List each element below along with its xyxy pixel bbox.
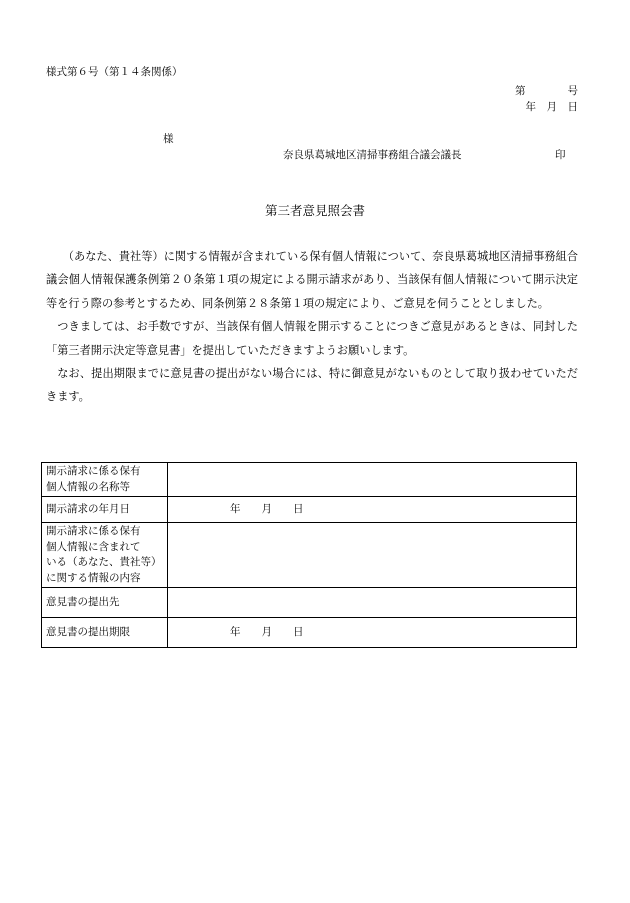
value-submit-to [168,588,577,618]
sender-name: 奈良県葛城地区清掃事務組合議会議長 [283,149,462,161]
value-deadline: 年 月 日 [168,618,577,648]
label-request-date [42,497,168,523]
document-title: 第三者意見照会書 [264,203,365,218]
value-info-content [168,523,577,588]
label-line: 意見書の提出先 [46,595,120,608]
label-line: 個人情報の名称等 [46,480,130,493]
seal-mark: 印 [555,149,566,161]
table-row-request-date [42,497,577,523]
label-submit-to [42,588,168,618]
table-row-deadline [42,618,577,648]
recipient-suffix: 様 [163,133,174,145]
label-line: 個人情報に含まれて [46,540,141,553]
table-row-record-name [42,463,577,497]
document-date: 年 月 日 [525,101,578,113]
label-line: 開示請求の年月日 [46,502,130,515]
label-info-content [42,523,168,588]
value-request-date: 年 月 日 [168,497,577,523]
label-line: いる（あなた、貴社等） [46,556,162,568]
label-line: 開示請求に係る保有 [46,465,141,477]
body-text [46,245,578,409]
body-paragraph-1: （あなた、貴社等）に関する情報が含まれている保有個人情報について、奈良県葛城地区清掃事務組合議会個人情報保護条例第２０条第１項の規定による開示請求があり、当該保有個人情報について開示決定等を行う際の参考とするため、同条例第２８条第１項の規定により、ご意見を伺うこととしました。 [46,250,578,310]
value-record-name [168,463,577,497]
document-number: 第 号 [515,85,578,97]
information-table [41,462,577,648]
label-record-name [42,463,168,497]
label-line: 開示請求に係る保有 [46,525,141,537]
table-row-info-content [42,523,577,588]
body-paragraph-2: つきましては、お手数ですが、当該保有個人情報を開示することにつきご意見があるときは、同封した「第三者開示決定等意見書」を提出していただきますようお願いします。 [46,320,578,357]
label-line: 意見書の提出期限 [46,625,130,638]
label-line: に関する情報の内容 [46,571,141,584]
body-paragraph-3: なお、提出期限までに意見書の提出がない場合には、特に御意見がないものとして取り扱わせていただきます。 [46,367,578,404]
form-number: 様式第６号（第１４条関係） [46,66,183,78]
table-row-submit-to [42,588,577,618]
label-deadline [42,618,168,648]
